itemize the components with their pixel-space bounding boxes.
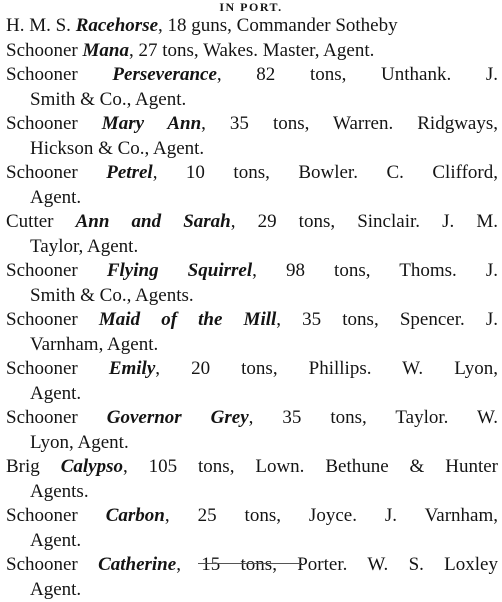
entry-line-1: [0, 357, 502, 382]
vessel-type: H. M. S.: [6, 15, 76, 36]
vessel-details: , 20 tons, Phillips. W. Lyon,: [155, 358, 498, 379]
vessel-type: Schooner: [6, 505, 106, 526]
vessel-details: , 105 tons, Lown. Bethune & Hunter: [123, 456, 498, 477]
entry-line-1: [0, 455, 502, 480]
vessel-type: Schooner: [6, 64, 112, 85]
vessel-type: Schooner: [6, 407, 107, 428]
vessel-details: , 82 tons, Unthank. J.: [217, 64, 498, 85]
vessel-type: Schooner: [6, 358, 109, 379]
vessel-details: , 15 tons, Porter. W. S. Loxley: [176, 554, 498, 575]
vessel-type: Schooner: [6, 113, 102, 134]
vessel-name: Flying Squirrel: [107, 260, 252, 281]
entry-line-1: [0, 39, 502, 64]
vessel-entry: [0, 504, 502, 553]
section-heading: IN PORT.: [0, 0, 502, 14]
entry-line-2: Hickson & Co., Agent.: [0, 137, 502, 162]
vessel-name: Petrel: [106, 162, 152, 183]
vessel-name: Maid of the Mill: [99, 309, 276, 330]
vessel-details: , 27 tons, Wakes. Master, Agent.: [129, 40, 374, 61]
entry-line-1: [0, 14, 502, 39]
vessel-type: Schooner: [6, 554, 98, 575]
entry-line-1: [0, 504, 502, 529]
vessel-type: Brig: [6, 456, 61, 477]
vessel-entry: [0, 14, 502, 39]
entry-line-2: Varnham, Agent.: [0, 333, 502, 358]
entry-line-2: Agent.: [0, 529, 502, 554]
vessel-name: Calypso: [61, 456, 123, 477]
entry-line-2: Agent.: [0, 186, 502, 211]
shipping-list: [0, 14, 502, 602]
entry-line-2: Smith & Co., Agents.: [0, 284, 502, 309]
vessel-type: Schooner: [6, 162, 106, 183]
vessel-name: Carbon: [106, 505, 165, 526]
entry-line-1: [0, 161, 502, 186]
bottom-rule: [198, 563, 302, 564]
entry-line-1: [0, 308, 502, 333]
vessel-name: Emily: [109, 358, 155, 379]
entry-line-2: Agent.: [0, 578, 502, 602]
vessel-entry: [0, 553, 502, 602]
entry-line-2: Agents.: [0, 480, 502, 505]
vessel-entry: [0, 357, 502, 406]
vessel-type: Cutter: [6, 211, 76, 232]
vessel-type: Schooner: [6, 309, 99, 330]
vessel-name: Ann and Sarah: [76, 211, 231, 232]
vessel-type: Schooner: [6, 260, 107, 281]
vessel-name: Catherine: [98, 554, 176, 575]
vessel-entry: [0, 455, 502, 504]
vessel-details: , 35 tons, Spencer. J.: [276, 309, 498, 330]
entry-line-1: [0, 259, 502, 284]
vessel-type: Schooner: [6, 40, 83, 61]
vessel-details: , 98 tons, Thoms. J.: [252, 260, 498, 281]
vessel-details: , 35 tons, Warren. Ridgways,: [201, 113, 498, 134]
vessel-entry: [0, 63, 502, 112]
entry-line-1: [0, 553, 502, 578]
vessel-details: , 25 tons, Joyce. J. Varnham,: [165, 505, 498, 526]
vessel-details: , 18 guns, Commander Sotheby: [158, 15, 398, 36]
vessel-details: , 35 tons, Taylor. W.: [249, 407, 498, 428]
entry-line-1: [0, 210, 502, 235]
vessel-entry: [0, 406, 502, 455]
vessel-entry: [0, 308, 502, 357]
entry-line-2: Lyon, Agent.: [0, 431, 502, 456]
entry-line-2: Smith & Co., Agent.: [0, 88, 502, 113]
vessel-name: Governor Grey: [107, 407, 249, 428]
vessel-entry: [0, 259, 502, 308]
entry-line-1: [0, 406, 502, 431]
vessel-details: , 10 tons, Bowler. C. Clifford,: [153, 162, 498, 183]
vessel-entry: [0, 112, 502, 161]
vessel-entry: [0, 161, 502, 210]
entry-line-2: Taylor, Agent.: [0, 235, 502, 260]
vessel-entry: [0, 210, 502, 259]
vessel-name: Mana: [83, 40, 129, 61]
vessel-entry: [0, 39, 502, 64]
vessel-details: , 29 tons, Sinclair. J. M.: [231, 211, 498, 232]
vessel-name: Mary Ann: [102, 113, 201, 134]
entry-line-1: [0, 112, 502, 137]
vessel-name: Perseverance: [112, 64, 216, 85]
entry-line-2: Agent.: [0, 382, 502, 407]
entry-line-1: [0, 63, 502, 88]
vessel-name: Racehorse: [76, 15, 158, 36]
